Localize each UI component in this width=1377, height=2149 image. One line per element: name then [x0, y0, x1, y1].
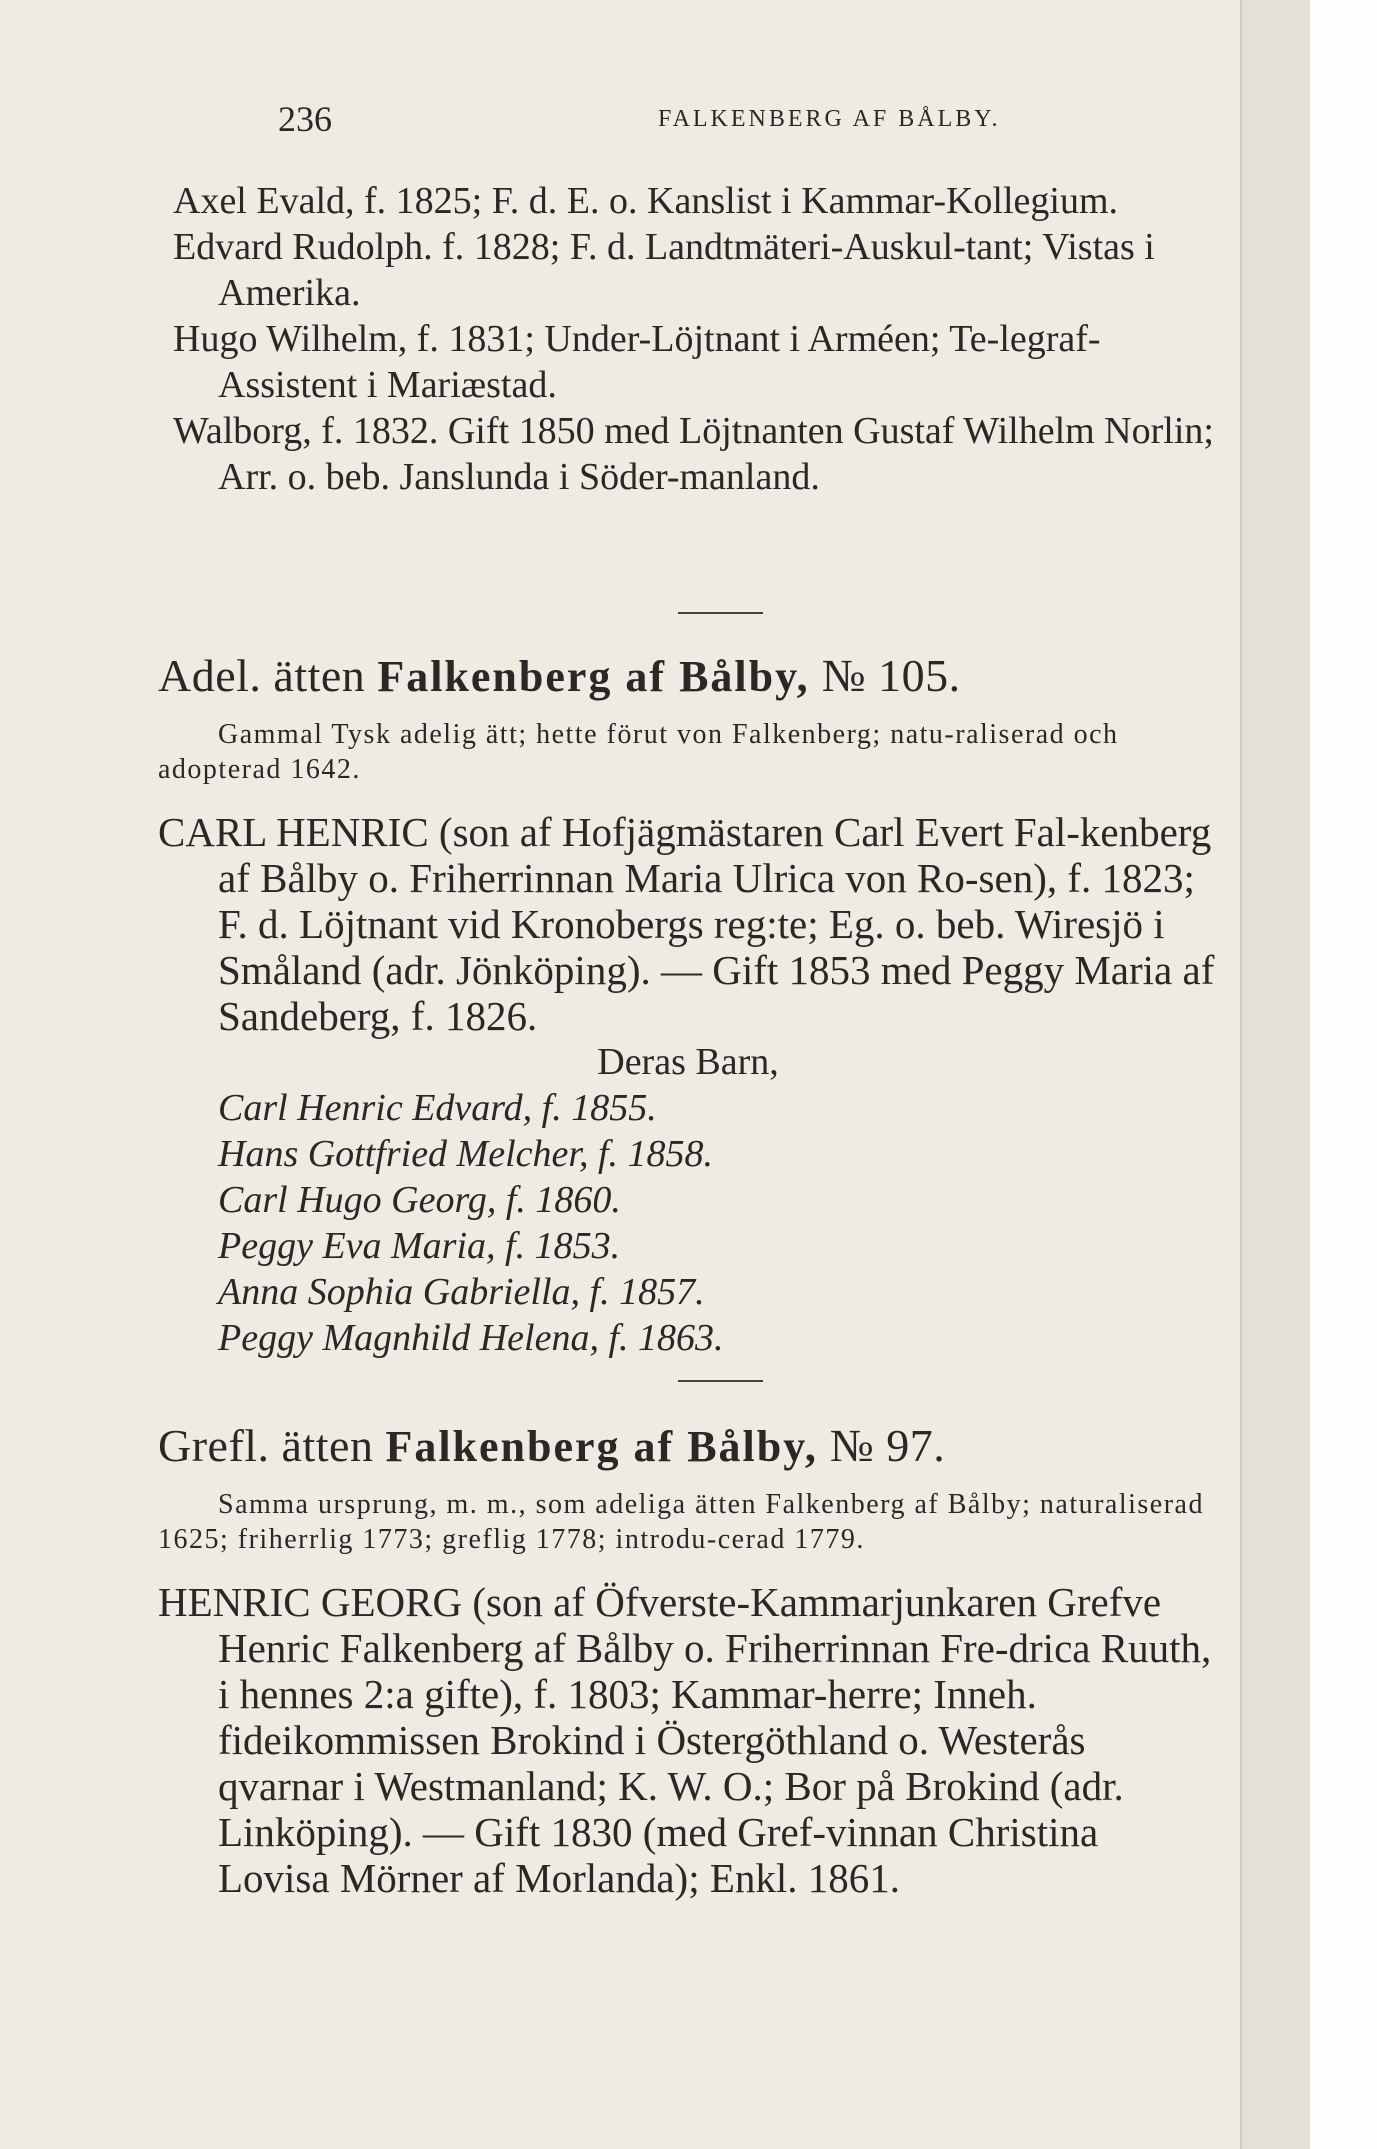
divider: [678, 612, 763, 614]
heading-number: № 105.: [821, 650, 961, 701]
running-title: FALKENBERG AF BÅLBY.: [658, 106, 1001, 132]
entry-edvard: Edvard Rudolph. f. 1828; F. d. Landtmäteri-Auskul-tant; Vistas i Amerika.: [173, 226, 1155, 314]
page-number: 236: [278, 99, 332, 139]
divider: [678, 1380, 763, 1382]
child-entry: Peggy Magnhild Helena, f. 1863.: [218, 1317, 724, 1359]
heading-family: Falkenberg af Bålby,: [385, 1422, 818, 1471]
heading-number: № 97.: [829, 1420, 946, 1471]
margin: [1310, 0, 1377, 2149]
section-adel: [158, 648, 1218, 1361]
heading-family: Falkenberg af Bålby,: [377, 652, 810, 701]
children-label: Deras Barn,: [597, 1041, 779, 1083]
section-intro: Gammal Tysk adelig ätt; hette förut von Falkenberg; natu-raliserad och adopterad 1642.: [158, 719, 1119, 785]
entry-walborg: Walborg, f. 1832. Gift 1850 med Löjtnanten Gustaf Wilhelm Norlin; Arr. o. beb. Janslunda i Söder-manland.: [173, 410, 1214, 498]
child-entry: Anna Sophia Gabriella, f. 1857.: [218, 1271, 705, 1313]
heading-prefix: Adel. ätten: [158, 650, 366, 701]
child-entry: Carl Hugo Georg, f. 1860.: [218, 1179, 621, 1221]
top-entries: [158, 178, 1218, 500]
entry-hugo: Hugo Wilhelm, f. 1831; Under-Löjtnant i Arméen; Te-legraf-Assistent i Mariæstad.: [173, 318, 1101, 406]
child-entry: Hans Gottfried Melcher, f. 1858.: [218, 1133, 714, 1175]
main-entry: HENRIC GEORG (son af Öfverste-Kammarjunkaren Grefve Henric Falkenberg af Bålby o. Friherrinnan Fre-drica Ruuth, i hennes 2:a gifte), f. 1803; Kammar-herre; Inneh. fideikommissen Brokind i Östergöthland o. Westerås qvarnar i Westmanland; K. W. O.; Bor på Brokind (adr. Linköping). — Gift 1830 (med Gref-vinnan Christina Lovisa Mörner af Morlanda); Enkl. 1861.: [158, 1579, 1212, 1901]
section-intro: Samma ursprung, m. m., som adeliga ätten Falkenberg af Bålby; naturaliserad 1625; friherrlig 1773; greflig 1778; introdu-cerad 1779.: [158, 1489, 1204, 1555]
section-grefl: [158, 1418, 1218, 1901]
heading-prefix: Grefl. ätten: [158, 1420, 374, 1471]
page-edge: [1240, 0, 1312, 2149]
child-entry: Peggy Eva Maria, f. 1853.: [218, 1225, 621, 1267]
section-heading: [158, 1418, 1218, 1475]
child-entry: Carl Henric Edvard, f. 1855.: [218, 1087, 657, 1129]
main-entry: CARL HENRIC (son af Hofjägmästaren Carl Evert Fal-kenberg af Bålby o. Friherrinnan Maria Ulrica von Ro-sen), f. 1823; F. d. Löjtnant vid Kronobergs reg:te; Eg. o. beb. Wiresjö i Småland (adr. Jönköping). — Gift 1853 med Peggy Maria af Sandeberg, f. 1826.: [158, 809, 1215, 1039]
section-heading: [158, 648, 1218, 705]
entry-axel: Axel Evald, f. 1825; F. d. E. o. Kanslist i Kammar-Kollegium.: [173, 180, 1119, 222]
